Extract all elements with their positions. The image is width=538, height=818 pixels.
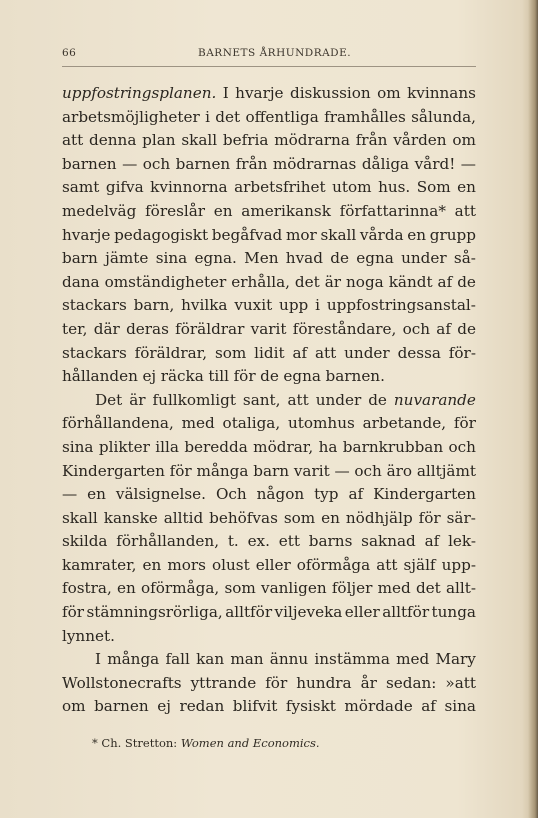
footnote-title: Women and Economics.	[180, 736, 320, 750]
word: under	[315, 390, 362, 409]
word: föräldrar	[175, 319, 245, 338]
word: mor	[285, 225, 317, 244]
word: vuxit	[234, 296, 273, 315]
text-line	[62, 601, 476, 625]
word: hundra	[296, 673, 352, 692]
word: en	[457, 178, 476, 197]
word: Kindergarten	[373, 485, 476, 504]
word: noga	[346, 272, 384, 291]
word: eller	[255, 555, 291, 574]
word: stackars	[62, 343, 127, 362]
word: hvilka	[181, 296, 228, 315]
word: nödhjälp	[345, 508, 413, 527]
word: tunga	[431, 603, 476, 622]
word: af	[421, 697, 436, 716]
word: utom	[332, 178, 372, 197]
word: skall	[181, 131, 218, 150]
word: dåliga	[361, 154, 410, 173]
text-line	[62, 271, 476, 295]
word: skall	[62, 508, 98, 527]
word: hållanden	[62, 367, 138, 386]
text-line	[62, 389, 476, 413]
word: kan	[196, 650, 225, 669]
word: alltför	[225, 603, 273, 622]
word: förhållanden,	[116, 532, 220, 551]
word: en	[407, 225, 427, 244]
word: ha	[318, 437, 338, 456]
footnote-marker: *	[92, 736, 98, 750]
text-line	[62, 483, 476, 507]
word: —	[334, 461, 350, 480]
word: utomhus	[287, 414, 355, 433]
word: om	[62, 697, 86, 716]
word: sär-	[446, 508, 476, 527]
word: Och	[215, 485, 247, 504]
word: —	[62, 485, 78, 504]
word: stackars	[62, 296, 127, 315]
word: Det	[95, 390, 123, 409]
word: deras	[126, 319, 169, 338]
text-line	[62, 153, 476, 177]
word: vårda	[359, 225, 404, 244]
word: och	[448, 437, 476, 456]
word: för-	[448, 343, 476, 362]
word: skall	[320, 225, 357, 244]
word: lidit	[254, 343, 285, 362]
word: upp	[279, 296, 309, 315]
running-title: BARNETS ÅRHUNDRADE.	[198, 47, 352, 59]
word: från	[355, 131, 388, 150]
word: ännu	[269, 650, 309, 669]
word: dana	[62, 272, 100, 291]
text-line	[62, 577, 476, 601]
word: de	[457, 272, 476, 291]
word: af	[292, 343, 308, 362]
word: saknad	[361, 532, 416, 551]
word: ter,	[62, 319, 88, 338]
word: arbetande,	[362, 414, 447, 433]
word: skilda	[62, 532, 108, 551]
word: som	[283, 508, 316, 527]
word: det	[294, 272, 320, 291]
word: sina	[444, 697, 476, 716]
word: eller	[344, 603, 380, 622]
word: t.	[227, 532, 239, 551]
text-line	[62, 672, 476, 696]
text-line	[62, 318, 476, 342]
word: oförmåga	[296, 555, 371, 574]
word: olust	[212, 555, 250, 574]
word: att	[62, 131, 84, 150]
word: I	[95, 650, 101, 669]
word: kvinnans	[407, 84, 476, 102]
word: plan	[142, 131, 176, 150]
word: de	[457, 319, 476, 338]
word: vanligen	[260, 579, 327, 598]
word: ett	[278, 532, 300, 551]
word: blifvit	[232, 697, 278, 716]
word: stämningsrörliga,	[86, 603, 223, 622]
word: alltid	[163, 508, 204, 527]
word: otaliga,	[222, 414, 281, 433]
word: så-	[453, 249, 476, 268]
text-line	[62, 342, 476, 366]
word: att	[315, 343, 337, 362]
word: själf	[403, 555, 436, 574]
text-line	[62, 530, 476, 554]
word: fall	[165, 650, 190, 669]
word: fostra,	[62, 579, 112, 598]
word: att	[376, 555, 398, 574]
word: med	[377, 579, 411, 598]
word: erhålla,	[231, 272, 290, 291]
word: varit	[250, 319, 287, 338]
word: yttrande	[190, 673, 257, 692]
word: följer	[331, 579, 373, 598]
word: hvad	[285, 249, 323, 268]
word: i	[205, 107, 210, 126]
word: för	[418, 508, 441, 527]
word: ej	[157, 697, 171, 716]
word: äro	[386, 461, 413, 480]
word: som	[214, 343, 247, 362]
word: föreslår	[145, 201, 206, 220]
word: mors	[167, 555, 206, 574]
word: lynnet.	[62, 626, 115, 645]
word: instämma	[314, 650, 390, 669]
text-line	[62, 176, 476, 200]
word: att	[287, 390, 309, 409]
text-line	[62, 247, 476, 271]
paragraph	[62, 389, 476, 649]
word: barn,	[133, 296, 175, 315]
footnote	[92, 736, 320, 750]
word: befria	[222, 131, 269, 150]
word: hvarje	[235, 84, 284, 102]
word: sant,	[242, 390, 281, 409]
word: barn	[62, 249, 98, 268]
body-text	[62, 82, 476, 719]
word: en	[321, 508, 340, 527]
text-line	[62, 200, 476, 224]
word: och	[354, 461, 382, 480]
word: Men	[244, 249, 279, 268]
word: en	[142, 555, 162, 574]
word: mödrarnas	[272, 154, 357, 173]
word: är	[129, 390, 146, 409]
word: framhålles	[324, 107, 406, 126]
word: kanske	[103, 508, 158, 527]
word: för	[233, 367, 256, 386]
word: det	[415, 579, 441, 598]
word: redan	[179, 697, 225, 716]
word: uppfostringsanstal-	[326, 296, 476, 315]
word: hvarje	[62, 225, 111, 244]
word: en	[213, 201, 233, 220]
word: egna.	[194, 249, 237, 268]
word: barnen	[175, 154, 231, 173]
text-line	[62, 82, 476, 106]
text-line	[62, 507, 476, 531]
word: Mary	[435, 650, 476, 669]
word: amerikansk	[241, 201, 331, 220]
word: många	[107, 650, 160, 669]
word: någon	[256, 485, 305, 504]
text-line	[62, 648, 476, 672]
word: för	[169, 461, 192, 480]
word: barns	[308, 532, 353, 551]
word: om	[452, 131, 476, 150]
text-line	[62, 625, 476, 649]
word: sedan:	[385, 673, 437, 692]
word: vård!	[414, 154, 456, 173]
word: Wollstonecrafts	[62, 673, 182, 692]
text-line	[62, 412, 476, 436]
page-edge-shadow	[528, 0, 538, 818]
word: mödrar,	[253, 437, 314, 456]
text-line	[62, 460, 476, 484]
word: barnkrubban	[342, 437, 444, 456]
word: med	[181, 414, 215, 433]
word: de	[330, 249, 349, 268]
word: kvinnorna	[150, 178, 228, 197]
paragraph	[62, 82, 476, 389]
word: barnen	[94, 697, 149, 716]
word: för	[265, 673, 288, 692]
word: plikter	[98, 437, 150, 456]
word: gifva	[105, 178, 144, 197]
word: till	[208, 367, 230, 386]
word: fysiskt	[285, 697, 336, 716]
word: lek-	[448, 532, 476, 551]
word: en	[87, 485, 106, 504]
word: dessa	[397, 343, 441, 362]
word: barnen	[62, 154, 117, 173]
word: de	[368, 390, 387, 409]
word: föreståndare,	[292, 319, 397, 338]
word: arbetsfrihet	[234, 178, 326, 197]
word: kamrater,	[62, 555, 137, 574]
word: under	[344, 343, 390, 362]
text-line	[62, 365, 476, 389]
word: alltjämt	[416, 461, 476, 480]
word: grupp	[429, 225, 476, 244]
word: arbetsmöjligheter	[62, 107, 200, 126]
paragraph	[62, 648, 476, 719]
word: fullkomligt	[152, 390, 236, 409]
text-line	[62, 129, 476, 153]
word: förhållandena,	[62, 414, 174, 433]
word: barn	[253, 461, 290, 480]
word: af	[424, 532, 440, 551]
word: sålunda,	[411, 107, 476, 126]
word: begåfvad	[211, 225, 283, 244]
word: typ	[314, 485, 339, 504]
word: samt	[62, 178, 100, 197]
word: för	[453, 414, 476, 433]
word: allt-	[445, 579, 476, 598]
word: illa	[155, 437, 179, 456]
word: man	[230, 650, 264, 669]
word: sina	[155, 249, 188, 268]
word: räcka	[160, 367, 204, 386]
word: jämte	[105, 249, 149, 268]
word: det	[215, 107, 241, 126]
word: uppfostringsplanen.	[62, 84, 217, 102]
word: som	[224, 579, 256, 598]
word: under	[401, 249, 447, 268]
word: sina	[62, 437, 94, 456]
word: behöfvas	[209, 508, 278, 527]
word: författarinna*	[339, 201, 446, 220]
text-line	[62, 224, 476, 248]
word: egna	[356, 249, 394, 268]
word: medelväg	[62, 201, 137, 220]
word: där	[93, 319, 120, 338]
word: mödrarna	[274, 131, 350, 150]
word: och	[142, 154, 171, 173]
word: nuvarande	[393, 390, 476, 409]
word: upp-	[441, 555, 476, 574]
word: omständigheter	[104, 272, 227, 291]
word: Som	[416, 178, 451, 197]
word: beredda	[184, 437, 248, 456]
word: varit	[293, 461, 330, 480]
word: ej	[142, 367, 157, 386]
text-line	[62, 106, 476, 130]
footnote-author: Ch. Stretton:	[101, 736, 178, 750]
word: hus.	[378, 178, 411, 197]
word: offentliga	[245, 107, 319, 126]
word: —	[122, 154, 138, 173]
word: »att	[445, 673, 476, 692]
word: är	[324, 272, 342, 291]
page-number: 66	[62, 47, 77, 59]
word: I	[222, 84, 229, 102]
word: mördade	[344, 697, 413, 716]
word: ex.	[247, 532, 270, 551]
word: för	[62, 603, 85, 622]
word: från	[235, 154, 268, 173]
word: att	[454, 201, 476, 220]
word: alltför	[382, 603, 430, 622]
word: egna	[283, 367, 321, 386]
word: pedagogiskt	[114, 225, 209, 244]
word: och	[402, 319, 431, 338]
word: diskussion	[289, 84, 371, 102]
word: en	[117, 579, 136, 598]
word: af	[436, 319, 451, 338]
word: af	[437, 272, 453, 291]
word: —	[460, 154, 476, 173]
word: de	[260, 367, 279, 386]
text-line	[62, 695, 476, 719]
word: många	[196, 461, 249, 480]
word: välsignelse.	[115, 485, 206, 504]
text-line	[62, 436, 476, 460]
header-rule	[62, 66, 476, 67]
word: af	[348, 485, 364, 504]
word: med	[396, 650, 430, 669]
word: denna	[89, 131, 137, 150]
word: år	[360, 673, 377, 692]
word: Kindergarten	[62, 461, 165, 480]
word: oförmåga,	[141, 579, 220, 598]
word: i	[315, 296, 320, 315]
word: föräldrar,	[134, 343, 208, 362]
word: kändt	[388, 272, 433, 291]
word: viljeveka	[274, 603, 343, 622]
word: vården	[393, 131, 447, 150]
text-line	[62, 294, 476, 318]
text-line	[62, 554, 476, 578]
word: barnen.	[325, 367, 385, 386]
word: om	[377, 84, 401, 102]
